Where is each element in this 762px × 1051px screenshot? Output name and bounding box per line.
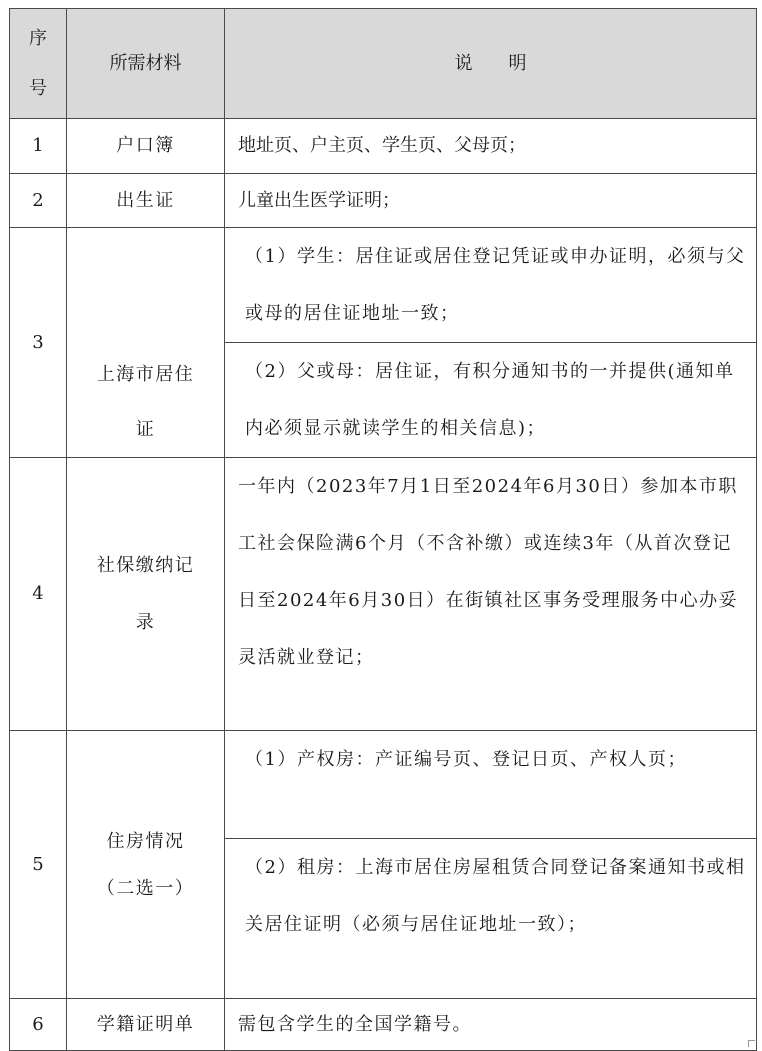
materials-table (9, 8, 757, 1051)
header-no-line2: 号 (29, 77, 47, 99)
page-corner-mark (748, 1040, 755, 1047)
row-material-line: 社保缴纳记 (96, 555, 195, 576)
row-material: 户口簿 (67, 119, 225, 174)
table-row (10, 458, 757, 731)
row-material (67, 228, 225, 458)
table-row (10, 731, 757, 839)
row-description: 一年内（2023年7月1日至2024年6月30日）参加本市职工社会保险满6个月（不含补缴）或连续3年（从首次登记日至2024年6月30日）在街镇社区事务受理服务中心办妥灵活就业登记； (225, 458, 757, 731)
header-no (10, 9, 67, 119)
row-material-line: 录 (135, 612, 156, 633)
table-row (10, 999, 757, 1051)
header-no-line1: 序 (29, 27, 47, 49)
row-material (67, 458, 225, 731)
row-description: 地址页、户主页、学生页、父母页； (225, 119, 757, 174)
table-row (10, 119, 757, 174)
row-description-item: （2）租房：上海市居住房屋租赁合同登记备案通知书或相关居住证明（必须与居住证地址一致）； (225, 839, 757, 999)
table-row (10, 174, 757, 228)
row-description-item: （2）父或母：居住证，有积分通知书的一并提供(通知单内必须显示就读学生的相关信息)； (225, 343, 757, 458)
row-description-item: （1）学生：居住证或居住登记凭证或申办证明，必须与父或母的居住证地址一致； (225, 228, 757, 343)
row-description: 儿童出生医学证明； (225, 174, 757, 228)
row-material-line: 上海市居住 (96, 364, 195, 385)
row-number: 1 (10, 119, 67, 174)
row-description: 需包含学生的全国学籍号。 (225, 999, 757, 1051)
row-material-line: 住房情况 (106, 830, 185, 852)
header-material: 所需材料 (67, 9, 225, 119)
row-material (67, 731, 225, 999)
row-number: 6 (10, 999, 67, 1051)
row-number: 2 (10, 174, 67, 228)
table-row (10, 228, 757, 343)
row-material-line: 证 (135, 419, 156, 440)
row-number: 4 (10, 458, 67, 731)
row-material: 出生证 (67, 174, 225, 228)
header-description: 说 明 (225, 9, 757, 119)
row-material-line: （二选一） (96, 877, 195, 899)
row-number: 5 (10, 731, 67, 999)
row-description-item: （1）产权房：产证编号页、登记日页、产权人页； (225, 731, 757, 839)
row-material: 学籍证明单 (67, 999, 225, 1051)
row-number: 3 (10, 228, 67, 458)
header-row (10, 9, 757, 119)
